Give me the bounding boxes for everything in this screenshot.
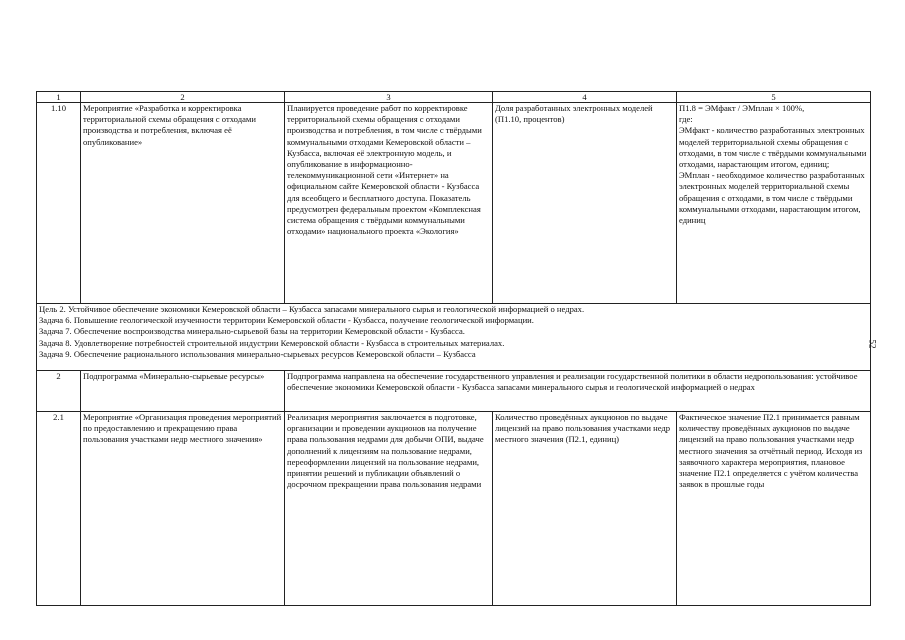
task-line: Задача 8. Удовлетворение потребностей строительной индустрии Кемеровской области - Кузбасса в строительных материалах. — [39, 337, 505, 348]
table-row-1-10 — [37, 103, 871, 304]
col-header-3: 3 — [285, 92, 493, 103]
indicator-formula: Фактическое значение П2.1 принимается равным количеству проведённых аукционов по выдаче лицензий на право пользования участками недр местного значения за отчётный период. Исходя из заявочного характера мероприятия, плановое значение П2.1 определяется с учётом количества заявок в прошлые годы — [677, 412, 871, 606]
col-header-4: 4 — [493, 92, 677, 103]
indicator-formula: П1.8 = ЭМфакт / ЭМплан × 100%, где: ЭМфакт - количество разработанных электронных моделей территориальной схемы обращения с отходами, в том числе с твёрдыми коммунальными отходами, нарастающим итогом, единиц; ЭМплан - необходимое количество разработанных электронных моделей территориальной схемы обращения с отходами, в том числе с твёрдыми коммунальными отходами, нарастающим итогом, единиц — [677, 103, 871, 304]
event-description: Реализация мероприятия заключается в подготовке, организации и проведении аукционов на получение права пользования недрами для добычи ОПИ, выдаче дополнений к лицензиям на пользование недрами, переоформлении лицензий на пользование недрами, принятии решений и публикации объявлений о досрочном прекращении права пользования недрами — [285, 412, 493, 606]
page-number: 52 — [867, 339, 878, 349]
header-row — [37, 92, 871, 103]
goals-row — [37, 304, 871, 371]
program-table — [36, 91, 871, 606]
col-header-2: 2 — [81, 92, 285, 103]
event-description: Планируется проведение работ по корректировке территориальной схемы обращения с отходами производства и потребления, в том числе с твёрдыми коммунальными отходами Кемеровской области – Кузбасса, включая её электронную модель, и опубликование в информационно-телекоммуникационной сети «Интернет» на официальном сайте Кемеровской области - Кузбасса для всеобщего и бесплатного доступа. Показатель предусмотрен федеральным проектом «Комплексная система обращения с твёрдыми коммунальными отходами» национального проекта «Экология» — [285, 103, 493, 304]
row-number: 1.10 — [37, 103, 81, 304]
subprogram-description: Подпрограмма направлена на обеспечение государственного управления и реализации государственной политики в области недропользования: устойчивое обеспечение экономики Кемеровской области - Кузбасса запасами минерального сырья и геологической информацией о недрах — [285, 371, 871, 412]
event-name: Мероприятие «Организация проведения мероприятий по предоставлению и прекращению права пользования участками недр местного значения» — [81, 412, 285, 606]
table-row-2-1 — [37, 412, 871, 606]
table-row-2 — [37, 371, 871, 412]
col-header-1: 1 — [37, 92, 81, 103]
goal-line: Цель 2. Устойчивое обеспечение экономики Кемеровской области – Кузбасса запасами минерального сырья и геологической информацией о недрах. — [39, 304, 585, 314]
col-header-5: 5 — [677, 92, 871, 103]
task-line: Задача 7. Обеспечение воспроизводства минерально-сырьевой базы на территории Кемеровской области - Кузбасса. — [39, 326, 465, 337]
subprogram-name: Подпрограмма «Минерально-сырьевые ресурсы» — [81, 371, 285, 412]
task-line: Задача 6. Повышение геологической изученности территории Кемеровской области - Кузбасса, получение геологической информации. — [39, 315, 534, 326]
goals-cell — [37, 304, 871, 371]
row-number: 2.1 — [37, 412, 81, 606]
indicator-name: Количество проведённых аукционов по выдаче лицензий на право пользования участками недр местного значения (П2.1, единиц) — [493, 412, 677, 606]
task-line: Задача 9. Обеспечение рационального использования минерально-сырьевых ресурсов Кемеровской области – Кузбасса — [39, 348, 476, 359]
event-name: Мероприятие «Разработка и корректировка территориальной схемы обращения с отходами производства и потребления, включая её опубликование» — [81, 103, 285, 304]
indicator-name: Доля разработанных электронных моделей (П1.10, процентов) — [493, 103, 677, 304]
row-number: 2 — [37, 371, 81, 412]
